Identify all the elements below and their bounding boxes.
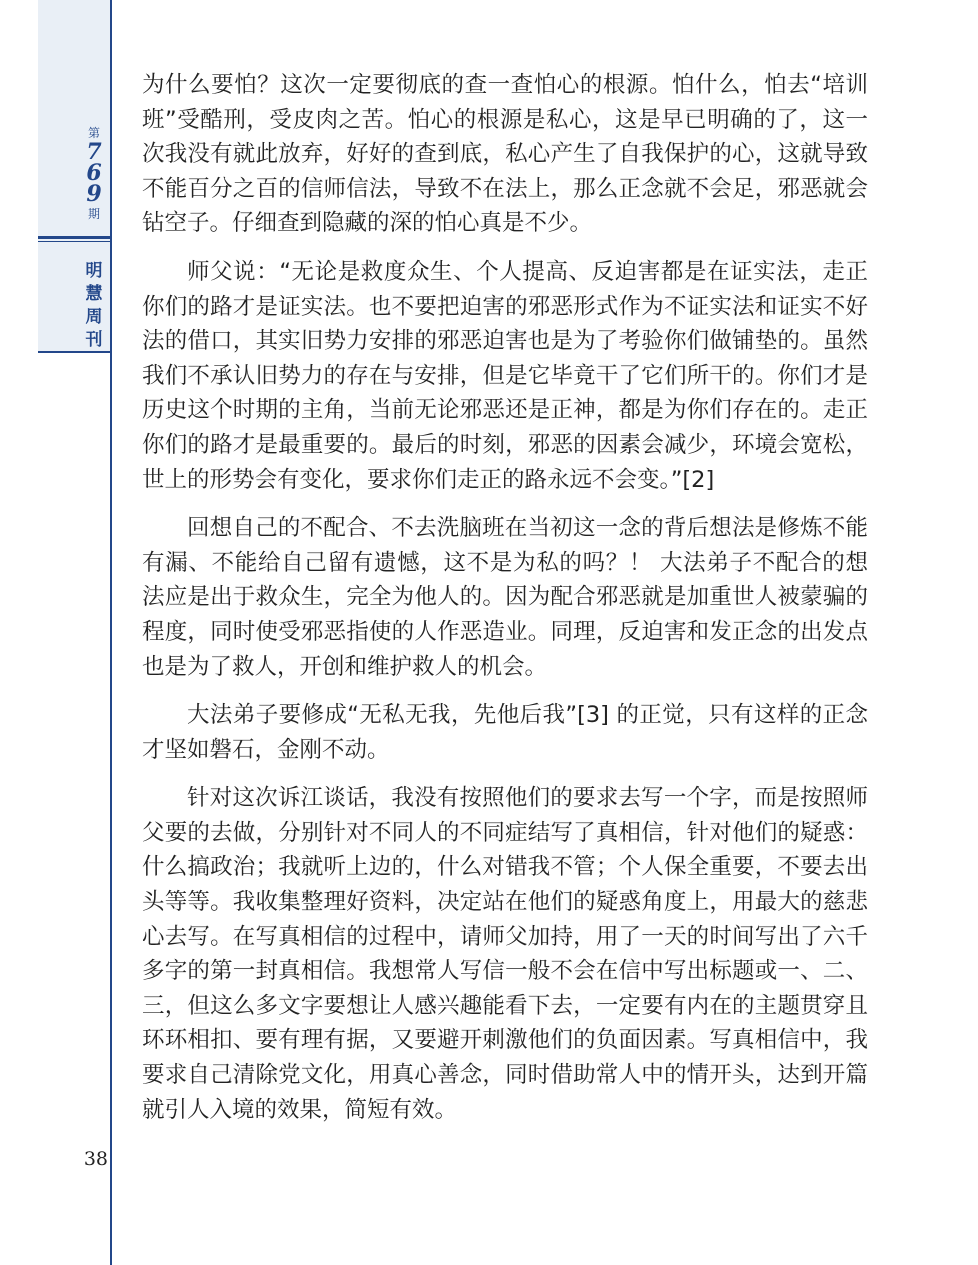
paragraph: 大法弟子要修成“无私无我，先他后我”[3] 的正觉，只有这样的正念才坚如磐石，金刚不动。 <box>142 702 868 763</box>
sidebar-divider-thin <box>38 241 112 242</box>
issue-number <box>76 124 112 223</box>
issue-suffix: 期 <box>87 207 100 221</box>
sidebar-divider <box>38 236 112 239</box>
journal-title <box>78 260 110 352</box>
paragraph: 回想自己的不配合、不去洗脑班在当初这一念的背后想法是修炼不能有漏、不能给自己留有遗憾，这不是为私的吗？！ 大法弟子不配合的想法应是出于救众生，完全为他人的。因为配合邪恶就是加重世人被蒙骗的程度，同时使受邪恶指使的人作恶造业。同理，反迫害和发正念的出发点也是为了救人，开创和维护救人的机会。 <box>142 515 868 680</box>
paragraph: 师父说：“无论是救度众生、个人提高、反迫害都是在证实法，走正你们的路才是证实法。也不要把迫害的邪恶形式作为不证实法和证实不好法的借口，其实旧势力安排的邪恶迫害也是为了考验你们做铺垫的。虽然我们不承认旧势力的存在与安排，但是它毕竟干了它们所干的。你们才是历史这个时期的主角，当前无论邪恶还是正神，都是为你们存在的。走正你们的路才是最重要的。最后的时刻，邪恶的因素会减少，环境会宽松，世上的形势会有变化，要求你们走正的路永远不会变。”[2] <box>142 258 868 493</box>
issue-digit: 9 <box>86 181 102 207</box>
issue-prefix: 第 <box>87 126 100 140</box>
paragraph: 针对这次诉江谈话，我没有按照他们的要求去写一个字，而是按照师父要的去做，分别针对不同人的不同症结写了真相信，针对他们的疑惑：什么搞政治；我就听上边的，什么对错我不管；个人保全重要，不要去出头等等。我收集整理好资料，决定站在他们的疑惑角度上，用最大的慈悲心去写。在写真相信的过程中，请师父加持，用了一天的时间写出了六千多字的第一封真相信。我想常人写信一般不会在信中写出标题或一、二、三，但这么多文字要想让人感兴趣能看下去，一定要有内在的主题贯穿且环环相扣、要有理有据，又要避开刺激他们的负面因素。写真相信中，我要求自己清除党文化，用真心善念，同时借助常人中的情开头，达到开篇就引人入境的效果，简短有效。 <box>142 785 868 1123</box>
page-number: 38 <box>83 1148 108 1170</box>
issue-digit: 7 <box>86 139 102 165</box>
journal-char: 慧 <box>85 284 103 304</box>
paragraph: 为什么要怕？这次一定要彻底的查一查怕心的根源。怕什么，怕去“培训班”受酷刑，受皮肉之苦。怕心的根源是私心，这是早已明确的了，这一次我没有就此放弃，好好的查到底，私心产生了自我保护的心，这就导致不能百分之百的信师信法，导致不在法上，那么正念就不会足，邪恶就会钻空子。仔细查到隐藏的深的怕心真是不少。 <box>142 72 868 237</box>
issue-digit: 6 <box>86 160 102 186</box>
journal-char: 刊 <box>85 330 103 350</box>
journal-char: 明 <box>85 261 103 281</box>
journal-char: 周 <box>85 307 103 327</box>
article-body <box>142 68 868 1141</box>
margin-rule <box>110 352 112 1265</box>
